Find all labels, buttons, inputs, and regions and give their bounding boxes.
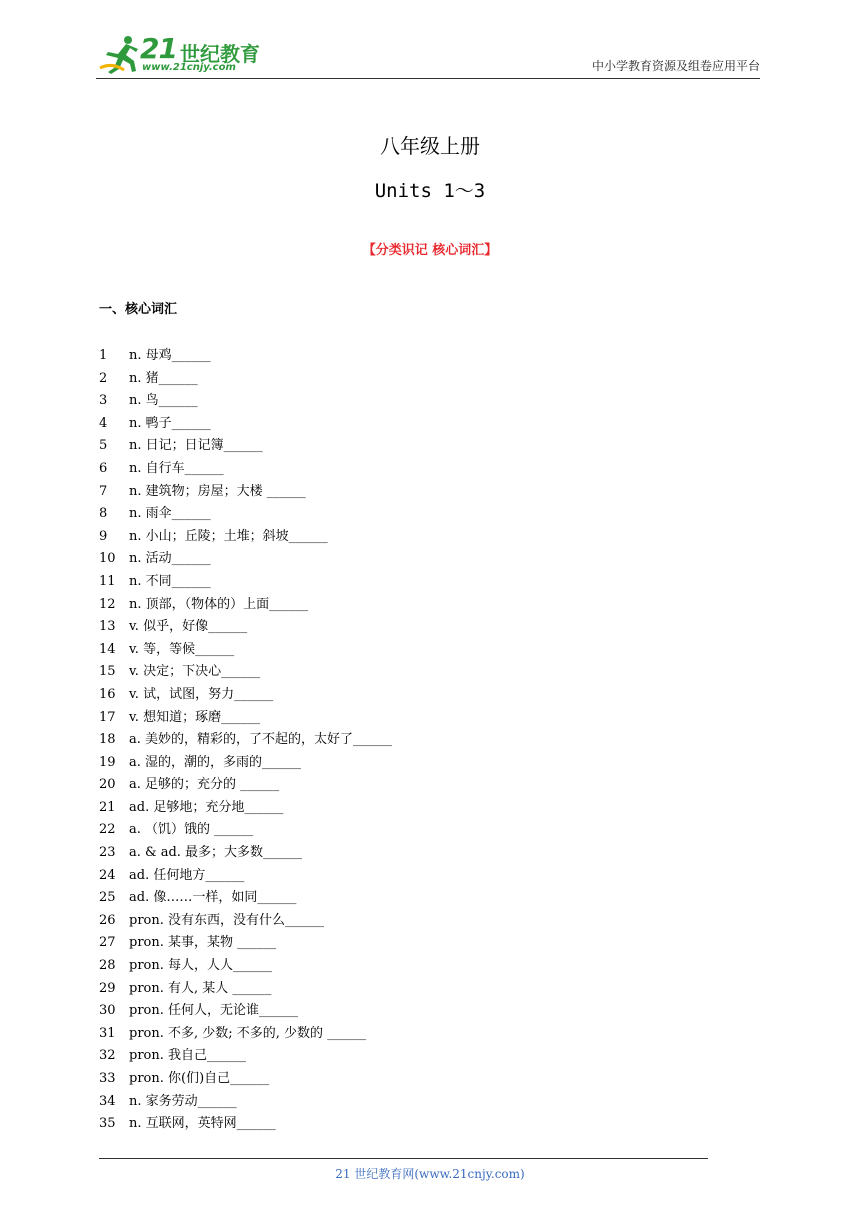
list-item: [99, 1113, 392, 1136]
item-text: n. 建筑物；房屋；大楼 ______: [129, 483, 306, 499]
item-number: 29: [99, 980, 116, 996]
item-number: 22: [99, 822, 116, 838]
list-item: [99, 955, 392, 978]
item-text: n. 鸭子______: [129, 415, 211, 431]
item-number: 24: [99, 867, 116, 883]
list-item: [99, 435, 392, 458]
item-text: pron. 任何人，无论谁______: [129, 1003, 299, 1019]
item-text: n. 鸟______: [129, 393, 198, 409]
item-number: 7: [99, 483, 108, 499]
item-number: 26: [99, 912, 116, 928]
item-text: n. 家务劳动______: [129, 1093, 237, 1109]
item-number: 13: [99, 619, 116, 635]
item-text: pron. 有人, 某人 ______: [129, 980, 272, 996]
item-text: pron. 不多, 少数; 不多的, 少数的 ______: [129, 1025, 367, 1041]
list-item: [99, 413, 392, 436]
item-text: pron. 我自己______: [129, 1048, 247, 1064]
list-item: [99, 729, 392, 752]
section-heading: 一、核心词汇: [99, 302, 178, 317]
list-item: [99, 1045, 392, 1068]
item-number: 27: [99, 935, 116, 951]
list-item: [99, 548, 392, 571]
list-item: [99, 1068, 392, 1091]
item-text: v. 等，等候______: [129, 641, 235, 657]
item-number: 3: [99, 393, 108, 409]
item-number: 21: [99, 799, 116, 815]
list-item: [99, 887, 392, 910]
item-number: 12: [99, 596, 116, 612]
item-text: a. （饥）饿的 ______: [129, 822, 254, 838]
item-number: 34: [99, 1093, 116, 1109]
item-number: 9: [99, 528, 108, 544]
item-text: n. 顶部，（物体的）上面______: [129, 596, 309, 612]
item-number: 32: [99, 1048, 116, 1064]
item-number: 28: [99, 958, 116, 974]
list-item: [99, 910, 392, 933]
list-item: [99, 639, 392, 662]
item-number: 8: [99, 506, 108, 522]
item-number: 6: [99, 460, 108, 476]
item-text: a. & ad. 最多；大多数______: [129, 845, 303, 861]
page-header: [96, 32, 760, 79]
platform-label: 中小学教育资源及组卷应用平台: [591, 59, 760, 73]
item-number: 10: [99, 551, 116, 567]
item-text: pron. 每人，人人______: [129, 958, 273, 974]
logo: [96, 34, 286, 74]
item-number: 33: [99, 1071, 116, 1086]
list-item: [99, 797, 392, 820]
item-number: 23: [99, 845, 116, 861]
item-text: n. 不同______: [129, 573, 211, 589]
item-text: pron. 某事，某物 ______: [129, 935, 277, 951]
item-number: 19: [99, 754, 116, 770]
item-text: n. 活动______: [129, 551, 211, 567]
item-text: v. 试，试图，努力______: [129, 686, 274, 702]
item-number: 30: [99, 1003, 116, 1019]
list-item: [99, 774, 392, 797]
list-item: [99, 707, 392, 730]
item-text: v. 决定；下决心______: [129, 664, 261, 680]
vocab-list: [99, 345, 392, 1136]
item-number: 35: [99, 1116, 116, 1132]
item-number: 25: [99, 890, 116, 906]
runner-logo-icon: [98, 34, 142, 74]
list-item: [99, 684, 392, 707]
item-text: pron. 没有东西，没有什么______: [129, 912, 325, 928]
list-item: [99, 1091, 392, 1114]
item-text: a. 湿的，潮的，多雨的______: [129, 754, 302, 770]
item-text: n. 互联网，英特网______: [129, 1116, 276, 1132]
list-item: [99, 390, 392, 413]
item-text: n. 猪______: [129, 370, 198, 386]
item-number: 20: [99, 777, 116, 793]
list-item: [99, 842, 392, 865]
footer-divider: [99, 1158, 708, 1159]
list-item: [99, 481, 392, 504]
item-number: 1: [99, 348, 108, 363]
item-number: 5: [99, 438, 108, 454]
list-item: [99, 616, 392, 639]
item-number: 17: [99, 709, 116, 725]
item-text: a. 足够的；充分的 ______: [129, 777, 280, 793]
list-item: [99, 571, 392, 594]
footer-link[interactable]: 21 世纪教育网(www.21cnjy.com): [335, 1167, 525, 1181]
logo-number: 21: [140, 32, 177, 65]
section-tag: 【分类识记 核心词汇】: [362, 243, 498, 258]
logo-text: 世纪教育: [180, 42, 260, 66]
page-title: 八年级上册: [380, 134, 480, 158]
item-number: 16: [99, 686, 116, 702]
item-text: pron. 你(们)自己______: [129, 1071, 270, 1086]
list-item: [99, 1000, 392, 1023]
item-text: ad. 像……一样，如同______: [129, 890, 297, 906]
item-number: 14: [99, 641, 116, 657]
list-item: [99, 932, 392, 955]
item-text: n. 自行车______: [129, 460, 224, 476]
list-item: [99, 503, 392, 526]
list-item: [99, 978, 392, 1001]
list-item: [99, 594, 392, 617]
list-item: [99, 752, 392, 775]
list-item: [99, 661, 392, 684]
item-text: ad. 足够地；充分地______: [129, 799, 284, 815]
item-text: n. 母鸡______: [129, 348, 211, 363]
logo-url: www.21cnjy.com: [142, 62, 236, 73]
item-text: v. 似乎，好像______: [129, 619, 248, 635]
list-item: [99, 345, 392, 368]
item-number: 2: [99, 370, 108, 386]
list-item: [99, 368, 392, 391]
item-number: 11: [99, 573, 116, 589]
item-number: 31: [99, 1025, 116, 1041]
list-item: [99, 865, 392, 888]
item-text: n. 日记；日记簿______: [129, 438, 263, 454]
item-text: v. 想知道；琢磨______: [129, 709, 261, 725]
list-item: [99, 1023, 392, 1046]
page-subtitle: Units 1～3: [374, 180, 486, 202]
list-item: [99, 819, 392, 842]
list-item: [99, 526, 392, 549]
item-number: 18: [99, 732, 116, 748]
list-item: [99, 458, 392, 481]
item-text: ad. 任何地方______: [129, 867, 245, 883]
item-text: n. 雨伞______: [129, 506, 211, 522]
item-number: 4: [99, 415, 108, 431]
item-number: 15: [99, 664, 116, 680]
item-text: n. 小山；丘陵；土堆；斜坡______: [129, 528, 328, 544]
item-text: a. 美妙的，精彩的，了不起的，太好了______: [129, 732, 393, 748]
